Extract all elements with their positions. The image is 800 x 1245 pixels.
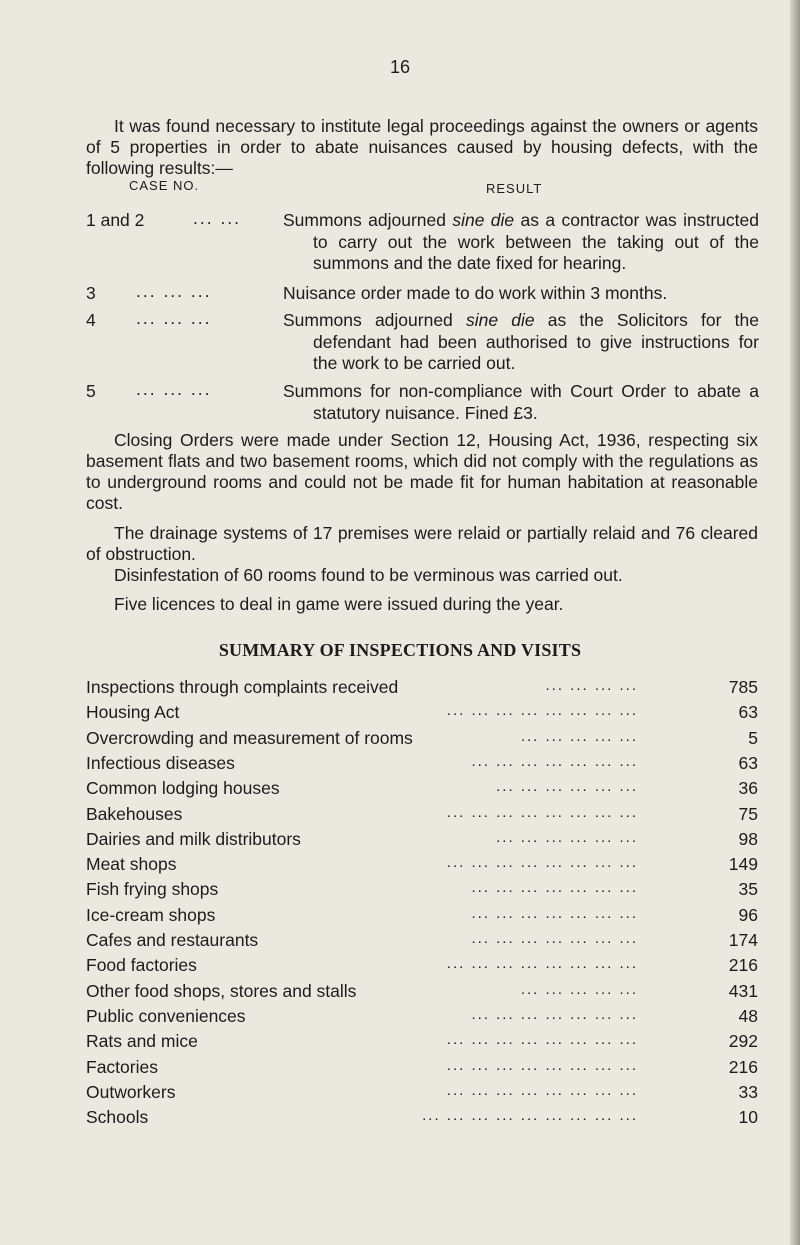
summary-value: 33: [738, 1081, 758, 1102]
case-number: 4: [86, 310, 96, 330]
summary-value: 35: [738, 879, 758, 900]
summary-label: Rats and mice: [86, 1031, 198, 1052]
leader-dots: ... ... ... ... ... ... ... ...: [446, 1031, 638, 1049]
summary-row: [86, 1057, 758, 1081]
summary-row: [86, 778, 758, 802]
leader-dots: ... ...: [193, 208, 242, 228]
summary-value: 36: [738, 778, 758, 799]
summary-row: [86, 728, 758, 752]
disinfestation-paragraph: Disinfestation of 60 rooms found to be verminous was carried out.: [114, 565, 623, 585]
result-italic: sine die: [452, 210, 515, 230]
leader-dots: ... ... ... ... ... ...: [496, 828, 638, 846]
summary-row: [86, 854, 758, 878]
drainage-paragraph: The drainage systems of 17 premises were relaid or partially relaid and 76 cleared of obstruction.: [86, 523, 758, 564]
leader-dots: ... ... ... ... ... ... ... ...: [446, 955, 638, 973]
summary-label: Ice-cream shops: [86, 904, 216, 925]
leader-dots: ... ... ... ... ... ... ... ...: [446, 803, 638, 821]
summary-value: 63: [738, 702, 758, 723]
summary-label: Outworkers: [86, 1081, 176, 1102]
summary-value: 96: [738, 904, 758, 925]
summary-value: 48: [738, 1005, 758, 1026]
result-header: RESULT: [486, 181, 543, 196]
result-text: as the Solicitors for the defendant had been authorised to give instructions for the work to be carried out.: [313, 310, 759, 373]
leader-dots: ... ... ... ... ...: [520, 980, 638, 998]
summary-label: Meat shops: [86, 854, 177, 875]
leader-dots: ... ... ...: [136, 379, 212, 399]
summary-row: [86, 905, 758, 929]
summary-label: Cafes and restaurants: [86, 930, 259, 950]
result-italic: sine die: [465, 310, 535, 330]
leader-dots: ... ... ... ... ... ... ... ...: [446, 1056, 638, 1074]
summary-label: Other food shops, stores and stalls: [86, 980, 357, 1001]
summary-value: 216: [728, 955, 758, 976]
case-result: [283, 381, 759, 424]
leader-dots: ... ... ... ... ... ... ... ... ...: [422, 1107, 638, 1125]
summary-value: 785: [728, 677, 758, 697]
summary-label: Food factories: [86, 955, 197, 976]
summary-row: [86, 677, 758, 701]
leader-dots: ... ... ... ... ...: [520, 727, 638, 745]
summary-value: 292: [728, 1031, 758, 1052]
page-edge-shadow: [790, 0, 800, 1245]
leader-dots: ... ... ...: [136, 281, 212, 301]
result-text: as a contractor was instructed to carry out the work between the taking out of the summons and the date fixed for hearing.: [313, 210, 759, 273]
leader-dots: ... ... ... ... ... ...: [496, 778, 638, 796]
summary-label: Inspections through complaints received: [86, 677, 399, 697]
summary-value: 98: [738, 828, 758, 849]
leader-dots: ... ... ... ... ... ... ... ...: [446, 702, 638, 720]
leader-dots: ... ... ... ... ... ... ...: [471, 930, 638, 947]
case-number: 5: [86, 381, 96, 401]
case-number: 1 and 2: [86, 210, 145, 230]
summary-row: [86, 702, 758, 726]
summary-value: 216: [728, 1056, 758, 1077]
summary-row: [86, 804, 758, 828]
summary-label: Common lodging houses: [86, 778, 280, 799]
result-text: Nuisance order made to do work within 3 months.: [283, 283, 668, 303]
leader-dots: ... ... ... ... ... ... ...: [471, 752, 638, 770]
summary-value: 63: [738, 752, 758, 773]
summary-value: 10: [738, 1107, 758, 1128]
summary-value: 174: [728, 930, 758, 950]
page-number: 16: [389, 57, 411, 77]
summary-value: 75: [738, 803, 758, 824]
summary-value: 5: [748, 727, 758, 748]
summary-label: Fish frying shops: [86, 879, 219, 900]
summary-label: Dairies and milk distributors: [86, 828, 301, 849]
result-text: Summons adjourned: [283, 310, 466, 330]
summary-title: SUMMARY OF INSPECTIONS AND VISITS: [218, 640, 582, 660]
leader-dots: ... ... ... ... ... ... ... ...: [446, 854, 638, 872]
summary-label: Overcrowding and measurement of rooms: [86, 727, 413, 748]
summary-value: 431: [728, 980, 758, 1001]
case-result: [283, 310, 759, 375]
case-number: 3: [86, 283, 96, 303]
summary-row: [86, 955, 758, 979]
summary-row: [86, 1031, 758, 1055]
leader-dots: ... ... ... ... ... ... ...: [471, 904, 638, 922]
intro-paragraph: It was found necessary to institute legal proceedings against the owners or agents of 5 properties in order to abate nuisances caused by housing defects, with the following results:—: [86, 116, 758, 178]
result-text: Summons for non-compliance with Court Order to abate a statutory nuisance. Fined £3.: [283, 381, 759, 423]
licences-paragraph: Five licences to deal in game were issued during the year.: [114, 594, 564, 614]
case-result: [283, 283, 759, 305]
summary-row: [86, 981, 758, 1005]
summary-row: [86, 1082, 758, 1106]
case-no-header: CASE NO.: [129, 178, 200, 193]
summary-label: Factories: [86, 1056, 158, 1077]
summary-label: Housing Act: [86, 702, 180, 723]
closing-orders-paragraph: Closing Orders were made under Section 12, Housing Act, 1936, respecting six basement flats and two basement rooms, which did not comply with the regulations as to underground rooms and could not be made fit for human habitation at reasonable cost.: [86, 430, 758, 513]
leader-dots: ... ... ...: [136, 308, 212, 328]
summary-row: [86, 930, 758, 954]
case-result: [283, 210, 759, 275]
summary-label: Bakehouses: [86, 803, 183, 824]
summary-label: Public conveniences: [86, 1005, 246, 1026]
leader-dots: ... ... ... ... ... ... ...: [471, 879, 638, 897]
summary-row: [86, 1006, 758, 1030]
leader-dots: ... ... ... ... ... ... ...: [471, 1005, 638, 1023]
leader-dots: ... ... ... ... ... ... ... ...: [446, 1081, 638, 1099]
summary-row: [86, 829, 758, 853]
summary-label: Schools: [86, 1107, 149, 1128]
summary-label: Infectious diseases: [86, 752, 235, 773]
leader-dots: ... ... ... ...: [545, 677, 638, 694]
summary-value: 149: [728, 854, 758, 875]
result-text: Summons adjourned: [283, 210, 453, 230]
summary-row: [86, 879, 758, 903]
summary-row: [86, 753, 758, 777]
summary-row: [86, 1107, 758, 1131]
